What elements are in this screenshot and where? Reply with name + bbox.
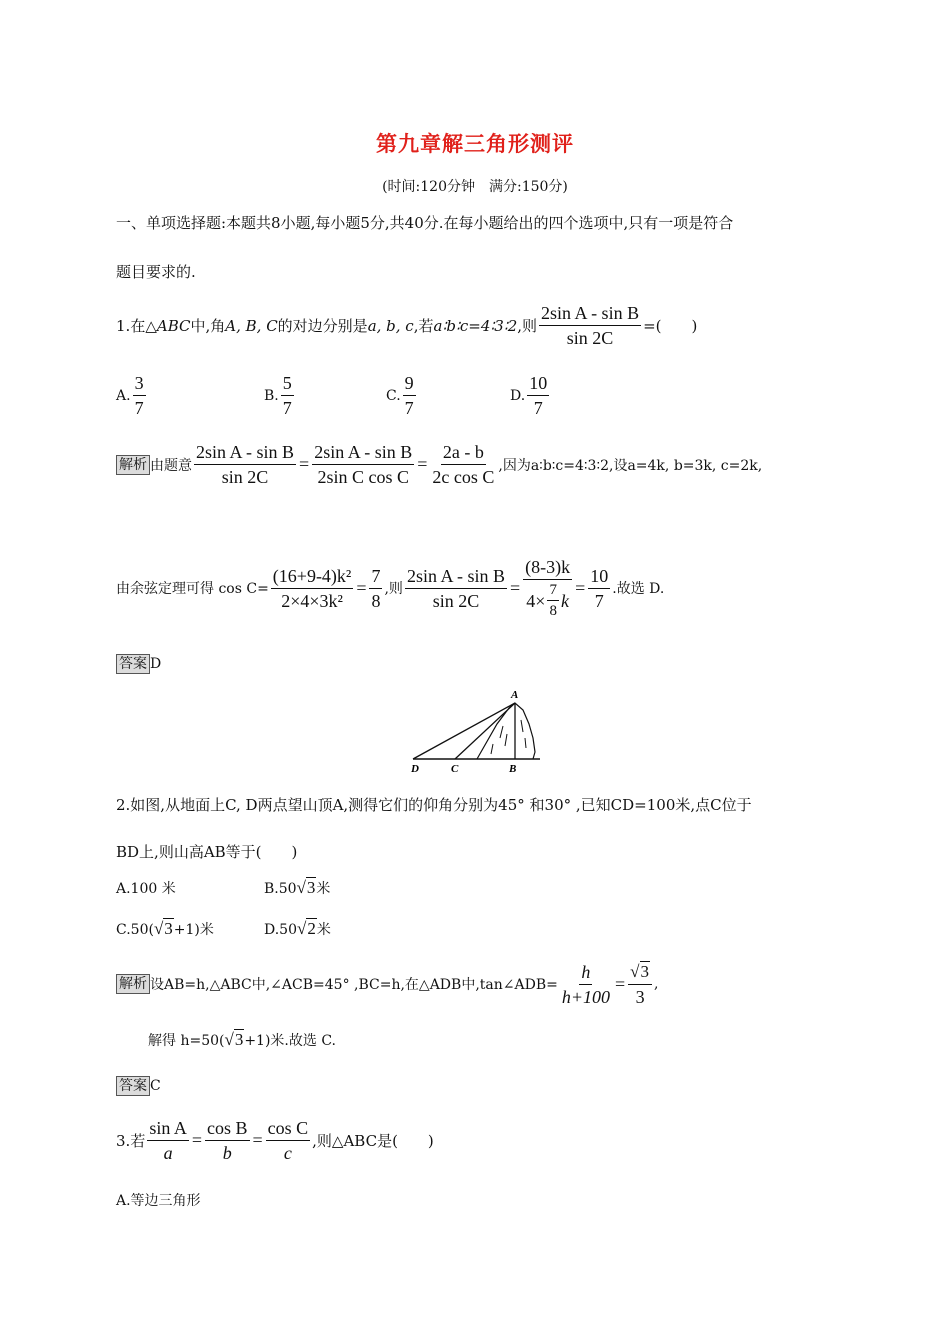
fraction-numerator: 2sin A - sin B bbox=[194, 441, 296, 465]
q3-option-a[interactable]: A.等边三角形 bbox=[116, 1193, 201, 1209]
radicand: 2 bbox=[307, 919, 316, 938]
fraction-numerator: (8-3)k bbox=[523, 556, 572, 580]
q3-fraction bbox=[205, 1117, 250, 1164]
answer-tag: 答案 bbox=[116, 1076, 150, 1096]
q1-ratio: a∶b∶c=4∶3∶2 bbox=[433, 316, 518, 335]
fraction-numerator: 5 bbox=[281, 372, 294, 396]
q3-text: ,则△ABC是( ) bbox=[312, 1132, 434, 1150]
sqrt-symbol: √3 bbox=[224, 1030, 244, 1049]
fraction-numerator: 2sin A - sin B bbox=[312, 441, 414, 465]
fraction-denominator: 8 bbox=[549, 603, 557, 619]
q3-fraction bbox=[147, 1117, 189, 1164]
fraction-denominator: 7 bbox=[282, 398, 292, 418]
q3-fraction bbox=[266, 1117, 311, 1164]
fraction-denominator: 8 bbox=[371, 590, 381, 611]
fraction-numerator: 2sin A - sin B bbox=[539, 302, 641, 326]
option-fraction bbox=[527, 372, 549, 419]
solution-text: .故选 D. bbox=[612, 581, 665, 597]
q1-text: ,则 bbox=[517, 317, 538, 335]
fraction-denominator: 3 bbox=[635, 987, 645, 1007]
equals-sign: = bbox=[615, 973, 626, 994]
analysis-tag: 解析 bbox=[116, 455, 150, 475]
solution-fraction bbox=[588, 565, 610, 612]
solution-text: 由题意 bbox=[150, 457, 192, 474]
solution-text: ,因为a∶b∶c=4∶3∶2,设a=4k, b=3k, c=2k, bbox=[498, 457, 763, 474]
q2-solution-line2 bbox=[148, 1030, 336, 1050]
q1-option-d[interactable] bbox=[510, 372, 551, 419]
q2-option-d[interactable] bbox=[264, 919, 331, 939]
section-heading-line2: 题目要求的. bbox=[116, 263, 196, 281]
solution-text: 解得 h=50( bbox=[148, 1033, 225, 1049]
fraction-denominator: 2sin C cos C bbox=[317, 467, 409, 487]
equals-sign: = bbox=[299, 454, 310, 474]
solution-text: 设AB=h,△ABC中,∠ACB=45° ,BC=h,在△ADB中,tan∠ADB= bbox=[150, 977, 558, 993]
q1-text: ,若 bbox=[413, 317, 434, 335]
solution-fraction bbox=[271, 565, 354, 612]
fraction-denominator bbox=[524, 580, 571, 620]
q1-answer bbox=[116, 654, 161, 674]
q2-option-b[interactable] bbox=[264, 878, 330, 898]
q2-option-c[interactable] bbox=[116, 919, 214, 939]
answer-value: D bbox=[150, 656, 162, 672]
option-text: C.50( bbox=[116, 922, 154, 938]
q1-option-c[interactable] bbox=[386, 372, 418, 419]
q1-paren: =( ) bbox=[643, 317, 698, 335]
option-label: B. bbox=[264, 387, 279, 404]
sqrt-symbol: √2 bbox=[297, 919, 316, 938]
section-heading-line1: 一、单项选择题:本题共8小题,每小题5分,共40分.在每小题给出的四个选项中,只有一项是符合 bbox=[116, 214, 734, 232]
solution-fraction bbox=[560, 961, 612, 1008]
answer-value: C bbox=[150, 1078, 161, 1094]
radicand: 3 bbox=[306, 878, 316, 897]
solution-fraction bbox=[369, 565, 382, 612]
fraction-numerator: 9 bbox=[403, 372, 416, 396]
fraction-denominator: 7 bbox=[134, 398, 144, 418]
q1-solution-line1 bbox=[116, 441, 762, 488]
q2-answer bbox=[116, 1076, 161, 1096]
sqrt-symbol: √3 bbox=[296, 878, 316, 897]
fraction-numerator: cos B bbox=[205, 1117, 250, 1141]
q1-var: ABC bbox=[156, 316, 191, 335]
option-fraction bbox=[281, 372, 294, 419]
mountain-figure bbox=[405, 686, 545, 776]
option-label: D. bbox=[510, 387, 526, 404]
label-a: A bbox=[511, 689, 519, 701]
radicand: 3 bbox=[164, 919, 173, 938]
fraction-denominator: 7 bbox=[404, 398, 414, 418]
q2-solution-line1 bbox=[116, 960, 658, 1008]
q1-option-b[interactable] bbox=[264, 372, 296, 419]
q2-option-a[interactable]: A.100 米 bbox=[116, 881, 176, 897]
equals-sign: = bbox=[191, 1130, 202, 1150]
equals-sign: = bbox=[417, 454, 428, 474]
question-number: 1. bbox=[116, 316, 131, 335]
fraction-denominator: 2×4×3k² bbox=[281, 590, 343, 611]
q3-text: 若 bbox=[130, 1132, 146, 1150]
radicand: 3 bbox=[640, 962, 649, 981]
fraction-denominator: 2c cos C bbox=[432, 467, 495, 487]
nested-fraction bbox=[547, 581, 559, 620]
fraction-numerator: 7 bbox=[369, 565, 382, 589]
denominator-text: k bbox=[560, 590, 569, 611]
fraction-numerator: 2a - b bbox=[441, 441, 486, 465]
page-subtitle: (时间:120分钟 满分:150分) bbox=[382, 179, 568, 195]
fraction-numerator: 2sin A - sin B bbox=[405, 565, 507, 589]
option-label: C. bbox=[386, 387, 401, 404]
fraction-denominator: h+100 bbox=[561, 986, 610, 1007]
solution-fraction bbox=[405, 565, 507, 612]
label-c: C bbox=[451, 763, 459, 775]
answer-tag: 答案 bbox=[116, 654, 150, 674]
solution-text: , bbox=[654, 976, 659, 992]
fraction-numerator: (16+9-4)k² bbox=[271, 565, 354, 589]
fraction-numerator: sin A bbox=[147, 1117, 189, 1141]
fraction-numerator: 10 bbox=[588, 565, 610, 589]
fraction-numerator: 3 bbox=[133, 372, 146, 396]
fraction-numerator: h bbox=[579, 961, 592, 985]
q1-text: 在△ bbox=[130, 317, 157, 335]
equals-sign: = bbox=[575, 577, 586, 598]
denominator-text: 4× bbox=[526, 590, 546, 611]
solution-fraction bbox=[628, 960, 652, 1008]
fraction-denominator: sin 2C bbox=[566, 328, 614, 348]
q1-var: a, b, c bbox=[367, 316, 414, 335]
option-text: B.50 bbox=[264, 881, 297, 897]
q1-text: 中,角 bbox=[190, 317, 226, 335]
sqrt-symbol: √3 bbox=[630, 962, 649, 981]
fraction-denominator: 7 bbox=[594, 590, 604, 611]
fraction-numerator: 7 bbox=[547, 581, 559, 601]
question-3-stem bbox=[116, 1117, 434, 1164]
fraction-denominator: 7 bbox=[533, 398, 543, 418]
analysis-tag: 解析 bbox=[116, 974, 150, 994]
equals-sign: = bbox=[509, 577, 521, 598]
fraction-denominator: sin 2C bbox=[432, 590, 480, 611]
option-text: +1)米 bbox=[173, 922, 214, 938]
question-2-line1: 2.如图,从地面上C, D两点望山顶A,测得它们的仰角分别为45° 和30° ,已知CD=100米,点C位于 bbox=[116, 796, 752, 814]
fraction-denominator: b bbox=[222, 1143, 232, 1163]
option-fraction bbox=[403, 372, 416, 419]
solution-fraction bbox=[312, 441, 414, 488]
option-text: D.50 bbox=[264, 922, 297, 938]
sqrt-symbol: √3 bbox=[153, 919, 173, 938]
fraction-denominator: sin 2C bbox=[221, 467, 269, 487]
solution-text: +1)米.故选 C. bbox=[244, 1033, 336, 1049]
equals-sign: = bbox=[356, 577, 367, 598]
fraction-numerator: 10 bbox=[527, 372, 549, 396]
option-fraction bbox=[133, 372, 146, 419]
q1-option-a[interactable] bbox=[116, 372, 148, 419]
option-text: 米 bbox=[316, 881, 331, 897]
label-d: D bbox=[411, 763, 419, 775]
fraction-denominator: a bbox=[163, 1143, 173, 1163]
q1-solution-line2 bbox=[116, 556, 664, 620]
question-2-line2: BD上,则山高AB等于( ) bbox=[116, 843, 298, 861]
solution-fraction bbox=[194, 441, 296, 488]
solution-fraction bbox=[523, 556, 572, 620]
option-text: 米 bbox=[316, 922, 331, 938]
page-title: 第九章解三角形测评 bbox=[376, 131, 574, 156]
fraction-numerator bbox=[628, 960, 652, 985]
fraction-numerator: cos C bbox=[266, 1117, 311, 1141]
solution-text: 由余弦定理可得 cos C= bbox=[116, 581, 269, 597]
q1-fraction bbox=[539, 302, 641, 349]
fraction-denominator: c bbox=[283, 1143, 292, 1163]
q1-var: A, B, C bbox=[225, 316, 278, 335]
solution-fraction bbox=[430, 441, 496, 488]
label-b: B bbox=[509, 763, 517, 775]
question-1-stem bbox=[116, 302, 697, 349]
equals-sign: = bbox=[252, 1130, 263, 1150]
option-label: A. bbox=[116, 387, 131, 404]
radicand: 3 bbox=[234, 1030, 244, 1049]
question-number: 3. bbox=[116, 1131, 131, 1150]
solution-text: ,则 bbox=[384, 581, 403, 597]
q1-text: 的对边分别是 bbox=[277, 317, 368, 335]
